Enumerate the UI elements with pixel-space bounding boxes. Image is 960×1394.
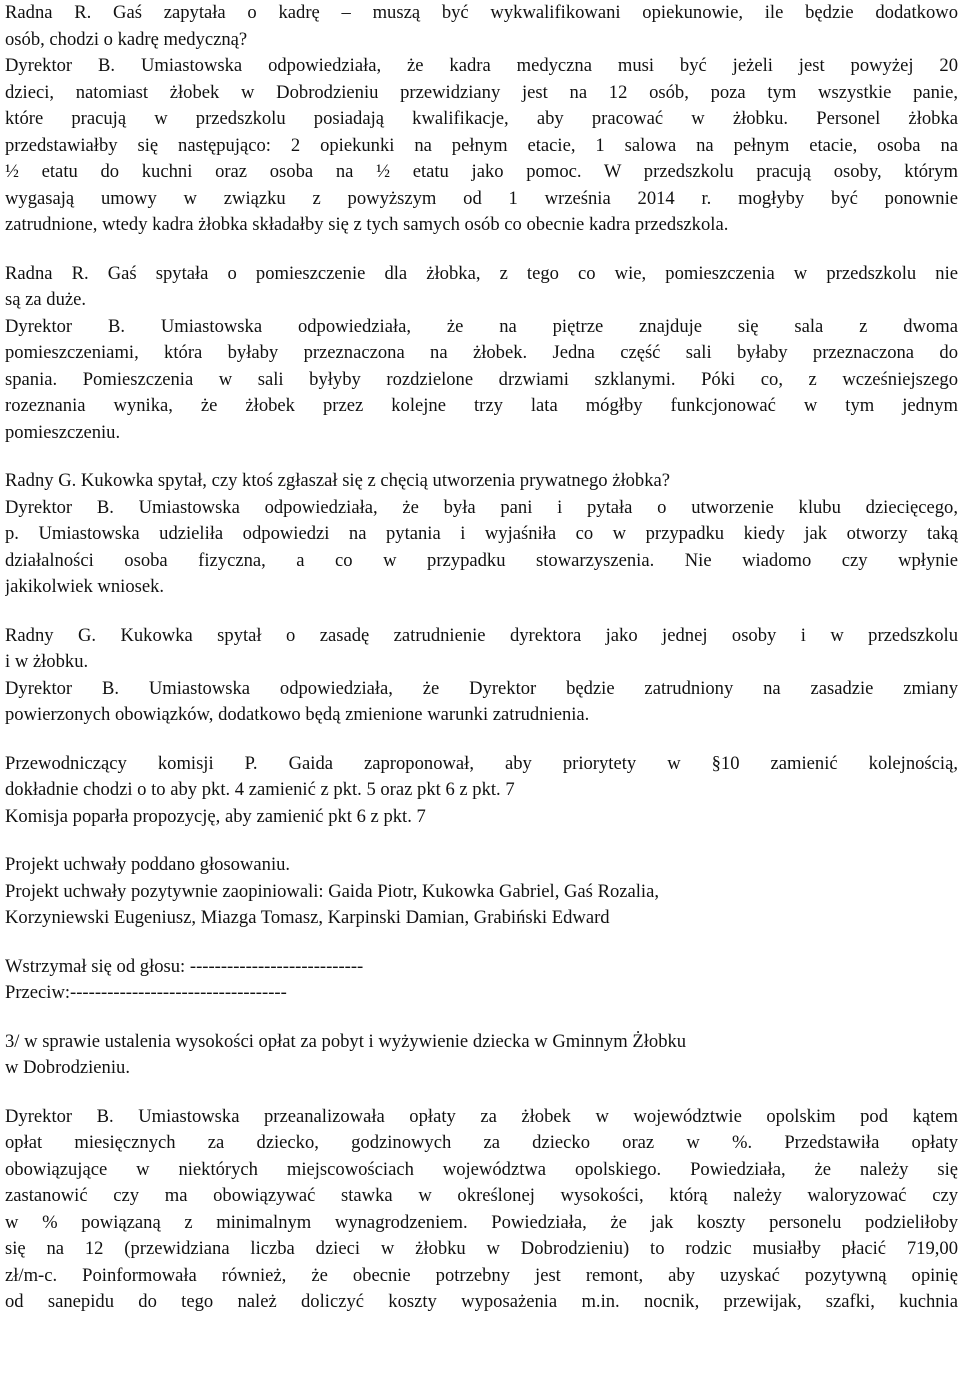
text-line: Dyrektor B. Umiastowska odpowiedziała, że kadra medyczna musi być jeżeli jest powyżej 20 (5, 55, 958, 76)
text-line: ½ etatu do kuchni oraz osoba na ½ etatu jako pomoc. W przedszkolu pracują osoby, którym (5, 161, 958, 182)
text-line: w Dobrodzieniu. (5, 1057, 130, 1078)
paragraph-kadra-answer (5, 53, 958, 239)
paragraph-spacer (5, 1007, 958, 1029)
text-line: Radny G. Kukowka spytał, czy ktoś zgłaszał się z chęcią utworzenia prywatnego żłobka? (5, 470, 671, 491)
paragraph-priorytety-proposal (5, 751, 958, 804)
paragraph-spacer (5, 1082, 958, 1104)
text-line: zatrudnione, wtedy kadra żłobka składałby się z tych samych osób co obecnie kadra przedszkola. (5, 214, 729, 235)
text-line: które pracują w przedszkolu posiadają kwalifikacje, aby pracować w żłobku. Personel żłobka (5, 108, 958, 129)
text-line: Komisja poparła propozycję, aby zamienić pkt 6 z pkt. 7 (5, 805, 426, 827)
text-line: Radna R. Gaś spytała o pomieszczenie dla żłobka, z tego co wie, pomieszczenia w przedszkolu nie (5, 262, 958, 284)
text-line: zł/m-c. Poinformowała również, że obecnie potrzebny jest remont, aby uzyskać pozytywną opinię (5, 1264, 958, 1286)
text-line: dokładnie chodzi o to aby pkt. 4 zamienić z pkt. 5 oraz pkt 6 z pkt. 7 (5, 779, 515, 800)
paragraph-spacer (5, 446, 958, 468)
text-line: Radny G. Kukowka spytał o zasadę zatrudnienie dyrektora jako jednej osoby i w przedszkolu (5, 624, 958, 646)
paragraph-spacer (5, 830, 958, 852)
text-line: opłat miesięcznych za dziecko, godzinowych za dziecko oraz w %. Przedstawiła opłaty (5, 1132, 958, 1153)
paragraph-pomieszczenie-answer (5, 314, 958, 447)
text-line: powierzonych obowiązków, dodatkowo będą zmienione warunki zatrudnienia. (5, 704, 590, 725)
text-line: obowiązujące w niektórych miejscowościach województwa opolskiego. Powiedziała, że należy się (5, 1158, 958, 1180)
text-line: Dyrektor B. Umiastowska przeanalizowała opłaty za żłobek w województwie opolskim pod kątem (5, 1105, 958, 1127)
text-line: Dyrektor B. Umiastowska odpowiedziała, że Dyrektor będzie zatrudniony na zasadzie zmiany (5, 677, 958, 699)
text-line: w % powiązaną z minimalnym wynagrodzeniem. Powiedziała, że jak koszty personelu podzieliłoby (5, 1211, 958, 1233)
paragraph-kadra-question (5, 0, 958, 53)
paragraph-dyrektor-answer (5, 676, 958, 729)
text-line: przedstawiałby się następująco: 2 opiekunki na pełnym etacie, 1 salowa na pełnym etacie, osoba na (5, 134, 958, 156)
paragraph-spacer (5, 601, 958, 623)
text-line: się na 12 (przewidziana liczba dzieci w żłobku w Dobrodzieniu) to rodzic musiałby płacić 719,00 (5, 1238, 958, 1259)
text-line: są za duże. (5, 289, 87, 310)
text-line: Wstrzymał się od głosu: ---------------------------- (5, 955, 364, 977)
text-line: spania. Pomieszczenia w sali byłyby rozdzielone drzwiami szklanymi. Póki co, z wcześniejszego (5, 368, 958, 390)
text-line: Projekt uchwały pozytywnie zaopiniowali: Gaida Piotr, Kukowka Gabriel, Gaś Rozalia, (5, 880, 660, 902)
paragraph-komisja-decision (5, 804, 958, 831)
text-line: rozeznania wynika, że żłobek przez kolejne trzy lata mógłby funkcjonować w tym jednym (5, 395, 958, 416)
text-line: Przeciw:----------------------------------- (5, 982, 287, 1003)
text-line: pomieszczeniami, która byłaby przeznaczona na żłobek. Jedna część sali byłaby przeznaczona do (5, 342, 958, 363)
text-line: 3/ w sprawie ustalenia wysokości opłat za pobyt i wyżywienie dziecka w Gminnym Żłobku (5, 1030, 687, 1052)
text-line: Radna R. Gaś zapytała o kadrę – muszą być wykwalifikowani opiekunowie, ile będzie dodatkowo (5, 2, 958, 23)
text-line: dzieci, natomiast żłobek w Dobrodzieniu przewidziany jest na 12 osób, poza tym wszystkie panie, (5, 81, 958, 103)
text-line: p. Umiastowska udzieliła odpowiedzi na pytania i wyjaśniła co w przypadku kiedy jak otworzy taką (5, 523, 958, 544)
section-heading-item-3 (5, 1029, 958, 1082)
text-line: od sanepidu do tego należ doliczyć koszty wyposażenia m.in. nocnik, przewijak, szafki, kuchnia (5, 1291, 958, 1312)
paragraph-vote-abstained (5, 954, 958, 981)
paragraph-oplaty-analysis (5, 1104, 958, 1316)
paragraph-spacer (5, 729, 958, 751)
paragraph-spacer (5, 239, 958, 261)
paragraph-prywatny-zlobek-question (5, 468, 958, 495)
paragraph-pomieszczenie-question (5, 261, 958, 314)
text-line: osób, chodzi o kadrę medyczną? (5, 28, 248, 50)
text-line: Projekt uchwały poddano głosowaniu. (5, 854, 291, 875)
paragraph-vote-in-favor (5, 879, 958, 932)
text-line: Dyrektor B. Umiastowska odpowiedziała, że była pani i pytała o utworzenie klubu dziecięcego, (5, 496, 958, 518)
text-line: jakikolwiek wniosek. (5, 576, 165, 597)
paragraph-spacer (5, 932, 958, 954)
paragraph-vote-against (5, 980, 958, 1007)
text-line: wygasają umowy w związku z powyższym od 1 września 2014 r. mogłyby być ponownie (5, 187, 958, 209)
paragraph-vote-announcement (5, 852, 958, 879)
text-line: Przewodniczący komisji P. Gaida zaproponował, aby priorytety w §10 zamienić kolejnością, (5, 752, 958, 774)
paragraph-prywatny-zlobek-answer (5, 495, 958, 601)
paragraph-dyrektor-question (5, 623, 958, 676)
text-line: zastanowić czy ma obowiązywać stawka w określonej wysokości, którą należy waloryzować czy (5, 1185, 958, 1206)
text-line: Korzyniewski Eugeniusz, Miazga Tomasz, Karpinski Damian, Grabiński Edward (5, 907, 610, 928)
text-line: pomieszczeniu. (5, 421, 121, 443)
text-line: i w żłobku. (5, 651, 89, 672)
text-line: działalności osoba fizyczna, a co w przypadku stowarzyszenia. Nie wiadomo czy wpłynie (5, 549, 958, 571)
text-line: Dyrektor B. Umiastowska odpowiedziała, że na piętrze znajduje się sala z dwoma (5, 315, 958, 337)
